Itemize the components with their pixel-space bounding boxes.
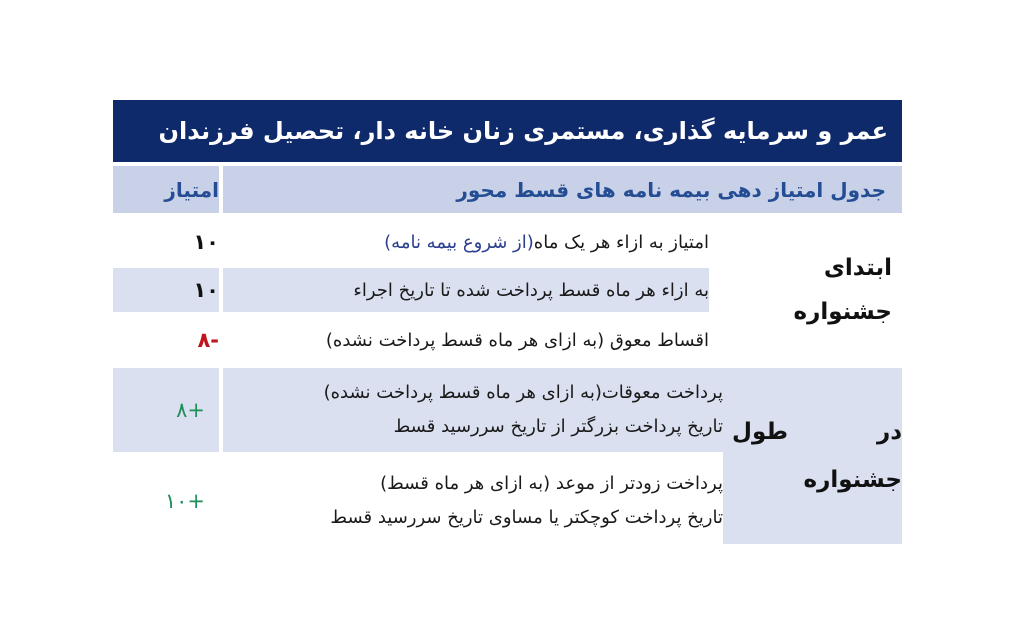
row-start-1-desc (223, 220, 709, 264)
row-during-2-line1: پرداخت زودتر از موعد (به ازای هر ماه قسط) (380, 473, 723, 494)
row-during-1-line2: تاریخ پرداخت بزرگتر از تاریخ سررسید قسط (393, 416, 723, 437)
phase-start-line1: ابتدای (823, 255, 892, 281)
row-start-2-desc: به ازاء هر ماه قسط پرداخت شده تا تاریخ اجراء (223, 268, 709, 312)
phase-during-line1 (732, 408, 902, 456)
scoring-table (113, 100, 902, 544)
phase-during-word-dar: در (876, 419, 902, 445)
row-start-1-text: امتیاز به ازاء هر یک ماه (533, 231, 709, 253)
row-during-1-score: +۸ (113, 368, 219, 452)
table-title: عمر و سرمایه گذاری، مستمری زنان خانه دار، تحصیل فرزندان (113, 100, 902, 162)
phase-during-word-tul: طول (732, 419, 789, 445)
row-start-3-desc: اقساط معوق (به ازای هر ماه قسط پرداخت نشده) (325, 329, 709, 351)
row-during-1-desc (223, 368, 723, 452)
row-start-3-score: -۸ (197, 328, 219, 352)
header-score (113, 166, 219, 213)
header-score-label: امتیاز (164, 177, 219, 202)
phase-during-line2: جشنواره (803, 467, 902, 493)
row-during-2-desc (223, 458, 723, 544)
row-during-2-score: +۱۰ (164, 489, 205, 513)
phase-start-label (709, 240, 902, 340)
row-during-2-line2: تاریخ پرداخت کوچکتر یا مساوی تاریخ سررسید قسط (330, 507, 723, 528)
row-during-1-line1: پرداخت معوقات(به ازای هر ماه قسط پرداخت نشده) (323, 382, 723, 403)
phase-start-line2: جشنواره (793, 299, 892, 325)
row-start-2-score: ۱۰ (113, 268, 219, 312)
row-start-1-highlight: (از شروع بیمه نامه) (384, 231, 534, 253)
header-description: جدول امتیاز دهی بیمه نامه های قسط محور (223, 166, 902, 213)
phase-during-label (723, 368, 902, 544)
row-start-1-score: ۱۰ (193, 230, 219, 254)
